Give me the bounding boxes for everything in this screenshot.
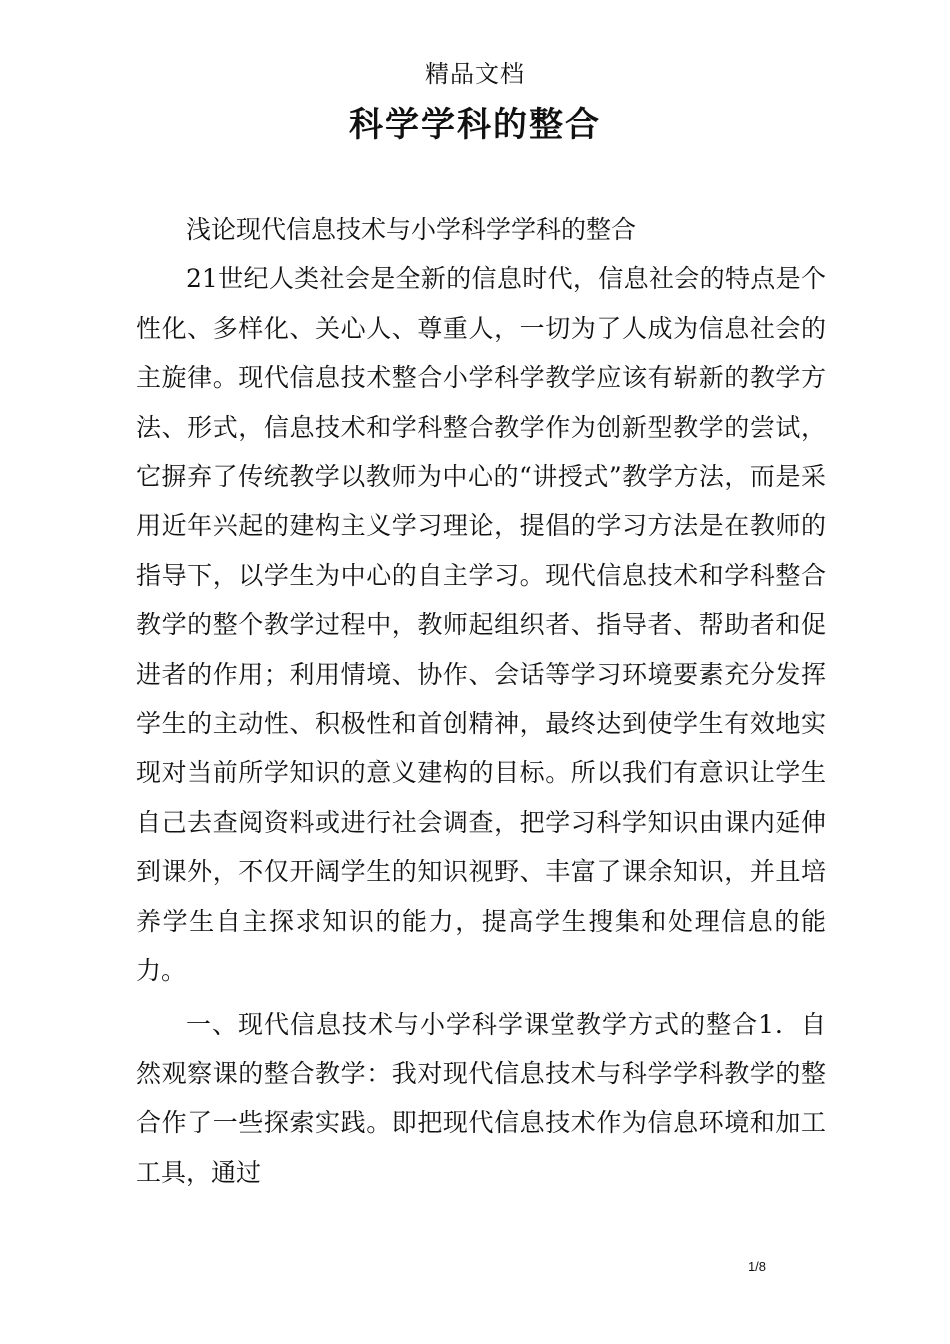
page-number: 1/8 [747,1259,767,1274]
header-label: 精品文档 [425,60,525,88]
paragraph-intro: 21世纪人类社会是全新的信息时代，信息社会的特点是个性化、多样化、关心人、尊重人，一切为了人成为信息社会的主旋律。现代信息技术整合小学科学教学应该有崭新的教学方法、形式，信息技术和学科整合教学作为创新型教学的尝试，它摒弃了传统教学以教师为中心的“讲授式”教学方法，而是采用近年兴起的建构主义学习理论，提倡的学习方法是在教师的指导下，以学生为中心的自主学习。现代信息技术和学科整合教学的整个教学过程中，教师起组织者、指导者、帮助者和促进者的作用；利用情境、协作、会话等学习环境要素充分发挥学生的主动性、积极性和首创精神，最终达到使学生有效地实现对当前所学知识的意义建构的目标。所以我们有意识让学生自己去查阅资料或进行社会调查，把学习科学知识由课内延伸到课外，不仅开阔学生的知识视野、丰富了课余知识，并且培养学生自主探求知识的能力，提高学生搜集和处理信息的能力。 [136,264,826,986]
document-title: 科学学科的整合 [349,105,601,145]
document-body [136,205,826,1197]
paragraph-subtitle: 浅论现代信息技术与小学科学学科的整合 [186,215,637,244]
paragraph-section-one: 一、现代信息技术与小学科学课堂教学方式的整合1．自然观察课的整合教学：我对现代信息技术与科学学科教学的整合作了一些探索实践。即把现代信息技术作为信息环境和加工工具，通过 [136,1009,826,1187]
